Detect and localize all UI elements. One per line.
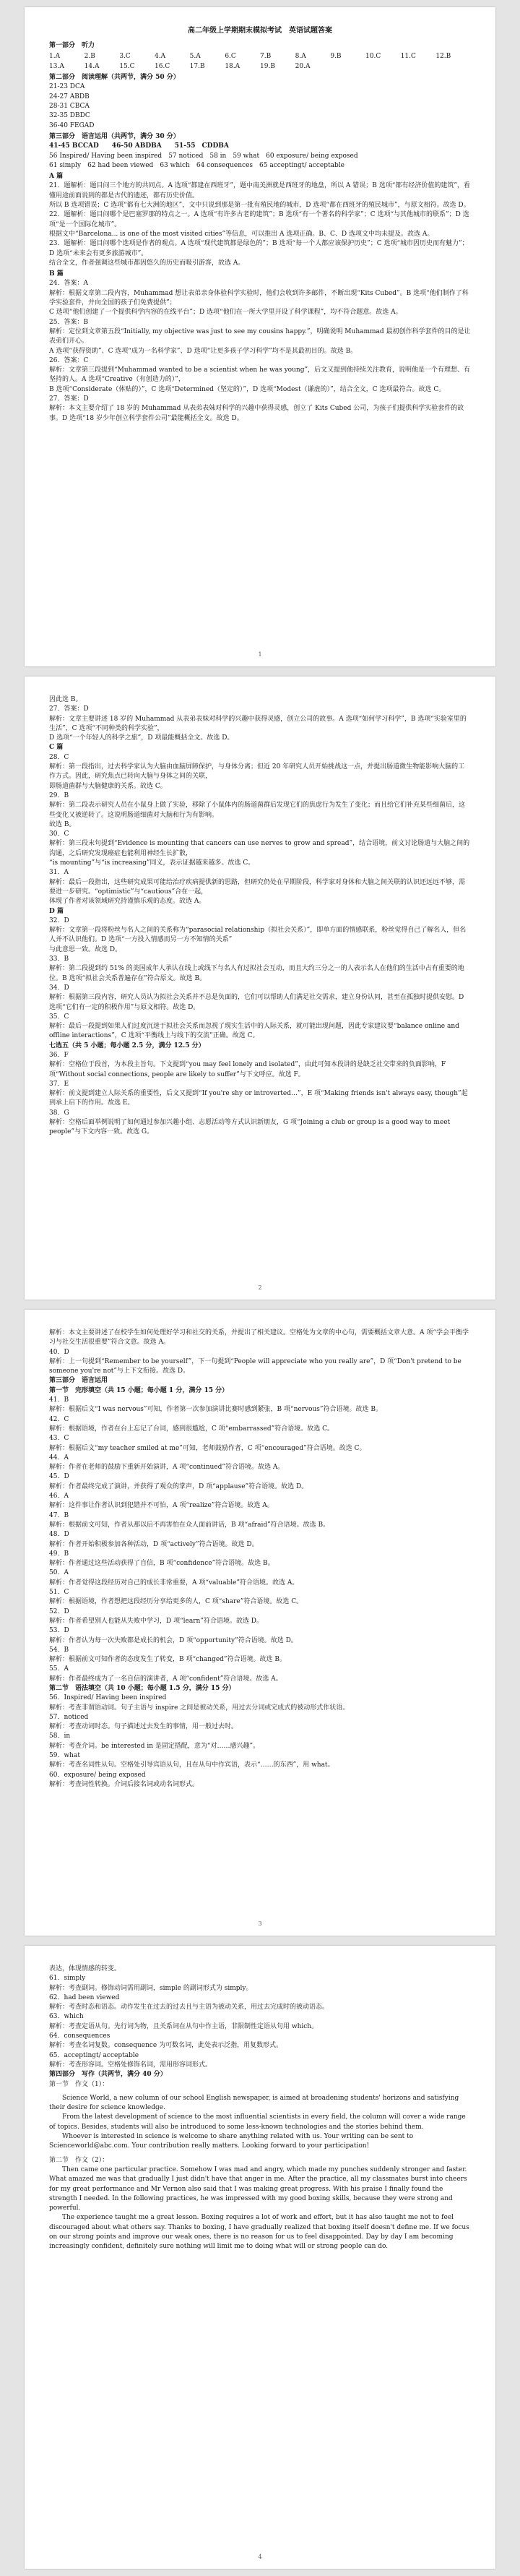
explanation-line: 解析：空格位于段首，为本段主旨句。下文提到“you may feel lonely and isolated”，由此可知本段讲的是缺乏社交带来的负面影响，F 项“Without social connections, people are likely to suffer”与下文呼应。故选 F。 <box>49 1061 446 1078</box>
explanation-line: 43．C <box>49 1435 69 1443</box>
explanation-line: 解析：空格后面举例说明了如何通过参加兴趣小组、志愿活动等方式认识新朋友，G 项“Joining a club or group is a good way to meet people”与下文内容一致。故选 G。 <box>49 1119 451 1136</box>
reading-answer-group: 36-40 FEGAD <box>49 121 95 129</box>
explanation-line: 40．D <box>49 1348 69 1356</box>
explanation-line: 56．Inspired/ Having been inspired <box>49 1694 167 1702</box>
explanation-line: 解析：文章主要讲述 18 岁的 Muhammad 从表弟表妹对科学的兴趣中获得灵感，创立公司的故事。A 选项“如何学习科学”，B 选项“实验室里的生活”，C 选项“不同种类的科学实验”， <box>49 715 467 732</box>
explanation-line: 解析：根据前文可知，作者从那以后不再害怕在众人面前讲话，B 项“afraid”符合语境。故选 B。 <box>49 1521 330 1529</box>
section-heading: D 篇 <box>49 907 64 915</box>
page-number: 3 <box>258 1920 262 1927</box>
explanation-line: 解析：作者认为每一次失败都是成长的机会，D 项“opportunity”符合语境。故选 D。 <box>49 1636 298 1644</box>
part2-heading: 第二部分 阅读理解（共两节，满分 50 分） <box>49 74 180 82</box>
section-heading: 七选五（共 5 小题；每小题 2.5 分，满分 12.5 分） <box>49 1042 205 1049</box>
essay2-paragraph: The experience taught me a great lesson. Boxing requires a lot of work and effort, but it has also taught me not to feel discouraged about what others say. Thanks to boxing, I have gradually realized that boxing itself doesn't define me. If we focus on our strong points and improve our weak ones, there is no reason for us to feel disappointed. Day by day I am becoming increasingly confident, definitely sure nothing will limit me to doing what will or strong people can do. <box>49 2214 469 2251</box>
essay1-paragraph: Science World, a new column of our school English newspaper, is aimed at broadening students' horizons and satisfying their desire for science knowledge. <box>49 2094 459 2112</box>
explanation-line: 第一节 作文（1）： <box>49 2080 109 2088</box>
section-b-heading: B 篇 <box>49 270 64 278</box>
explanation-line: 解析：作者最终成为了一名自信的演讲者，A 项“confident”符合语境。故选 A。 <box>49 1675 282 1683</box>
explanation-line: 54．B <box>49 1646 69 1654</box>
explanation-line: 27．答案：D <box>49 705 89 713</box>
explanation-line: 解析：最后一段提到如果人们过度沉迷于拟社会关系而忽视了现实生活中的人际关系，就可能出现问题，因此专家建议要“balance online and offline interactions”，C 选项“平衡线上与线下的交流”正确。故选 C。 <box>49 1023 459 1040</box>
section-a-heading: A 篇 <box>49 173 64 181</box>
reading-answer-group: 28-31 CBCA <box>49 103 90 111</box>
answer-page-4 <box>25 1946 495 2569</box>
page-number: 1 <box>258 651 262 658</box>
explanation-line: 解析：作者觉得这段经历对自己的成长非常重要，A 项“valuable”符合语境。故选 A。 <box>49 1579 299 1587</box>
explanation-line: 解析：本文主要介绍了 18 岁的 Muhammad 从表弟表妹对科学的兴趣中获得灵感，创立了 Kits Cubed 公司，为孩子们提供科学实验套件的故事。D 选项“18 岁少年创立科学套件公司”最能概括全文。故选 D。 <box>49 405 464 422</box>
answer-page-1 <box>25 7 495 666</box>
explanation-line: 解析：文章第一段将粉丝与名人之间的关系称为“parasocial relationship（拟社会关系）”，即单方面的情感联系，粉丝觉得自己了解名人，但名人并不认识他们。D 选项“一方投入情感而另一方不知情的关系” <box>49 927 467 944</box>
explanation-line: 解析：考查定语从句。先行词为物，且关系词在从句中作主语，非限制性定语从句用 which。 <box>49 2022 318 2030</box>
answer-item: 3.C <box>119 52 131 60</box>
answer-item: 19.B <box>260 62 275 70</box>
section-heading: C 篇 <box>49 744 64 752</box>
explanation-line: 45．D <box>49 1473 69 1481</box>
explanation-line: “is mounting”与“is increasing”同义，表示证据越来越多。故选 C。 <box>49 859 255 867</box>
explanation-line: 24．答案：A <box>49 280 88 288</box>
section-heading: 第二节 语法填空（共 10 小题；每小题 1.5 分，满分 15 分） <box>49 1684 235 1692</box>
explanation-line: 38．G <box>49 1109 69 1117</box>
explanation-line: 34．D <box>49 984 69 992</box>
explanation-line: 与此意思一致。故选 D。 <box>49 945 122 953</box>
explanation-line: 体现了作者对该领域研究持谨慎乐观的态度。故选 A。 <box>49 898 206 906</box>
explanation-line: 解析：根据语境，作者在台上忘记了台词，感到很尴尬，C 项“embarrassed”符合语境。故选 C。 <box>49 1425 334 1433</box>
explanation-line: 解析：作者开始积极参加各种活动，D 项“actively”符合语境。故选 D。 <box>49 1540 259 1548</box>
answer-item: 4.A <box>155 52 166 60</box>
explanation-line: 解析：文章第三段提到“Muhammad wanted to be a scientist when he was young”，后文又提到他持续关注教育，说明他是一个有理想、有坚持的人。A 选项“Creative（有创造力的）”， <box>49 366 471 384</box>
answer-item: 2.B <box>84 52 95 60</box>
explanation-line: 解析：第二段提到约 51% 的美国成年人承认在线上或线下与名人有过拟社会互动，而且大约三分之一的人表示名人在他们的生活中占有重要的地位。B 选项“拟社会关系普遍存在”符合原文。故选 B。 <box>49 965 464 982</box>
answer-item: 1.A <box>49 52 61 60</box>
explanation-line: 33．B <box>49 956 69 963</box>
explanation-line: 28．C <box>49 753 69 761</box>
answer-item: 10.C <box>365 52 381 60</box>
explanation-line: C 选项“他们创建了一个提供科学内容的在线平台”；D 选项“他们在一所大学里开设了科学课程”，均不符合题意。故选 A。 <box>49 309 402 317</box>
explanation-line: 解析：前文提到建立人际关系的重要性，后文又提到“If you're shy or introverted…”，E 项“Making friends isn't always easy, though”起到承上启下的作用。故选 E。 <box>49 1090 468 1107</box>
explanation-line: 解析：作者通过这些活动获得了自信，B 项“confidence”符合语境。故选 B。 <box>49 1560 274 1568</box>
explanation-line: 44．A <box>49 1454 69 1461</box>
explanation-line: B 选项“Considerate（体贴的）”，C 选项“Determined（坚定的）”，D 选项“Modest（谦虚的）”，结合全文，C 选项最符合。故选 C。 <box>49 385 446 393</box>
reading-answer-group: 32-35 DBDC <box>49 112 90 120</box>
part3-heading: 第三部分 语言运用（共两节，满分 30 分） <box>49 132 180 140</box>
explanation-line: 解析：考查非谓语动词。句子主语与 inspire 之间是被动关系，用过去分词或完成式的被动形式作状语。 <box>49 1704 350 1712</box>
explanation-line: 解析：第三段末句提到“Evidence is mounting that cancers can use nerves to grow and spread”，结合语境，前文讨论肠道与大脑之间的沟通，之后研究发现癌症也能利用神经生长扩散， <box>49 840 470 857</box>
section-heading: 第四部分 写作（共两节，满分 40 分） <box>49 2071 167 2079</box>
explanation-line: 30．C <box>49 830 69 838</box>
explanation-line: 解析：第二段表示研究人员在小鼠身上做了实验，移除了小鼠体内的肠道菌群后发现它们的焦虑行为发生了变化；而且给它们补充某些细菌后，这些变化又被逆转了。这说明肠道细菌对大脑和行为有影响。 <box>49 802 466 819</box>
explanation-line: 解析：根据前文可知作者的态度发生了转变，B 项“changed”符合语境。故选 B。 <box>49 1656 287 1664</box>
reading-answer-group: 21-23 DCA <box>49 83 85 91</box>
explanation-line: 63．which <box>49 2013 84 2021</box>
explanation-line: 64．consequences <box>49 2032 110 2040</box>
explanation-line: 52．D <box>49 1607 69 1615</box>
answer-page-3 <box>25 1310 495 1936</box>
explanation-line: 59．what <box>49 1752 80 1760</box>
explanation-line: 58．in <box>49 1733 71 1740</box>
section-heading: 第一节 完形填空（共 15 小题；每小题 1 分，满分 15 分） <box>49 1386 229 1394</box>
answer-page-2 <box>25 677 495 1300</box>
explanation-line: 29．B <box>49 791 69 799</box>
explanation-line: 解析：考查介词。be interested in 是固定搭配，意为“对……感兴趣”。 <box>49 1742 260 1750</box>
explanation-line: 解析：最后一段指出，这些研究成果可能给治疗疾病提供新的思路，但研究仍处在早期阶段，科学家对身体和大脑之间关联的认识还远远不够，需要进一步研究。“optimistic”与“cautious”合在一起， <box>49 878 466 896</box>
explanation-line: 62．had been viewed <box>49 1993 120 2001</box>
explanation-line: 解析：定位到文章第五段“Initially, my objective was just to see my cousins happy.”，明确说明 Muhammad 最初创作科学套件的目的是让表弟们开心。 <box>49 327 471 345</box>
answer-item: 16.C <box>155 62 170 70</box>
explanation-line: 根据文中“Barcelona... is one of the most visited cities”等信息，可以推出 A 选项正确。B、C、D 选项文中均未提及。故选 A。 <box>49 230 434 238</box>
document-title: 高二年级上学期期末模拟考试 英语试题答案 <box>188 27 332 35</box>
explanation-line: 22．题解析：题目问哪个是巴塞罗那的特点之一。A 选项“有许多古老的建筑”；B 选项“有一个著名的科学家”；C 选项“与其他城市的联系”；D 选项“是一个国际化城市”。 <box>49 211 469 228</box>
explanation-line: 36．F <box>49 1051 69 1059</box>
explanation-line: 解析：作者希望别人也能从失败中学习，D 项“learn”符合语境。故选 D。 <box>49 1617 264 1625</box>
listening-answers-row2 <box>49 62 471 72</box>
answer-item: 8.A <box>295 52 306 60</box>
explanation-line: 57．noticed <box>49 1713 89 1721</box>
answer-item: 17.B <box>189 62 205 70</box>
answer-item: 14.A <box>84 62 100 70</box>
essay2-heading: 第二节 作文（2）： <box>49 2156 109 2164</box>
explanation-line: 42．C <box>49 1415 69 1423</box>
explanation-line: 所以 B 选项错误；C 选项“都有七大洲的地区”，文中只说到那是第一批有殖民地的城市，D 选项“都在西班牙的殖民城市”，与原文相符。故选 D。 <box>49 202 470 210</box>
explanation-line: 解析：这件事让作者认识到犯错并不可怕，A 项“realize”符合语境。故选 A。 <box>49 1502 274 1510</box>
explanation-line: 25．答案：B <box>49 318 89 326</box>
explanation-line: 解析：考查动词时态。句子描述过去发生的事情，用一般过去时。 <box>49 1723 238 1731</box>
grammar-fill-answers: 61 simply 62 had been viewed 63 which 64 consequences 65 acceptingt/ acceptable <box>49 161 344 169</box>
essay1-paragraph: Whoever is interested in science is welcome to share anything related with us. Your writing can be sent to Scienceworld@abc.com. Your contribution really matters. Looking forward to your participation! <box>49 2133 414 2150</box>
explanation-line: 35．C <box>49 1013 69 1021</box>
part1-heading: 第一部分 听力 <box>49 42 95 50</box>
answer-item: 9.B <box>330 52 342 60</box>
explanation-line: 解析：根据文章第二段内容，Muhammad 想让表弟亲身体验科学实验时，他们会收到许多邮件，不断出现“Kits Cubed”。B 选项“他们制作了科学实验套件，并向全国的孩子们免费提供”； <box>49 289 469 307</box>
explanation-line: 解析：考查形容词。空格处修饰名词，需用形容词形式。 <box>49 2061 212 2069</box>
answer-item: 6.C <box>225 52 236 60</box>
answer-item: 18.A <box>225 62 240 70</box>
explanation-line: 解析：根据第三段内容，研究人员认为拟社会关系并不总是负面的，它们可以帮助人们满足社交需求，建立身份认同，甚至在孤独时提供安慰。D 选项“它们有一定的积极作用”与原文相符。故选 D。 <box>49 994 464 1011</box>
explanation-line: 53．D <box>49 1627 69 1635</box>
explanation-line: 60．exposure/ being exposed <box>49 1771 146 1779</box>
explanation-line: 31．A <box>49 869 69 877</box>
section-heading: 第三部分 语言运用 <box>49 1377 108 1385</box>
explanation-line: 故选 B。 <box>49 820 76 828</box>
explanation-line: 47．B <box>49 1511 69 1519</box>
explanation-line: 26．答案：C <box>49 356 89 364</box>
explanation-line: 21．题解析：题目问三个地方的共同点。A 选项“都建在西班牙”，题中南美洲就是西班牙的地盘，所以 A 错误；B 选项“都有经济价值的建筑”，看懂用途前面说到的都是古代的遗迹，都有历史价值。 <box>49 182 470 199</box>
explanation-line: 解析：根据后文“I was nervous”可知，作者第一次参加演讲比赛时感到紧张，B 项“nervous”符合语境。故选 B。 <box>49 1406 383 1414</box>
explanation-line: 解析：考查时态和语态。动作发生在过去的过去且与主语为被动关系，用过去完成时的被动语态。 <box>49 2004 329 2012</box>
answer-item: 5.A <box>189 52 201 60</box>
explanation-line: A 选项“获得资助”、C 选项“成为一名科学家”、D 选项“让更多孩子学习科学”均不是其最初目的。故选 B。 <box>49 347 358 355</box>
explanation-line: 65．acceptingt/ acceptable <box>49 2051 139 2059</box>
explanation-line: 解析：作者最终完成了演讲，并获得了观众的掌声，D 项“applause”符合语境。故选 D。 <box>49 1482 308 1490</box>
explanation-line: 解析：上一句提到“Remember to be yourself”，下一句提到“People will appreciate who you really are”，D 项“Don't pretend to be someone you're not”与上下文衔接。故选 D。 <box>49 1357 462 1375</box>
explanation-line: 27．答案：D <box>49 395 89 403</box>
explanation-line: 49．B <box>49 1550 69 1558</box>
reading-answer-group: 24-27 ABDB <box>49 93 90 100</box>
explanation-line: D 选项“一个年轻人的科学之旅”，D 项最能概括全文。故选 D。 <box>49 734 234 742</box>
explanation-line: 50．A <box>49 1569 69 1577</box>
explanation-line: 46．A <box>49 1493 69 1500</box>
explanation-line: 解析：考查词性转换。介词后接名词或动名词形式。 <box>49 1780 199 1788</box>
explanation-line: 结合全文，作者强调这些城市都因悠久的历史而吸引游客，故选 A。 <box>49 259 245 267</box>
answer-item: 13.A <box>49 62 64 70</box>
answer-item: 15.C <box>119 62 135 70</box>
essay2-paragraph: Then came one particular practice. Somehow I was mad and angry, which made my punches suddenly stronger and faster. What amazed me was that gradually I just didn't have that anger in me. After the practice, all my classmates burst into cheers for my great performance and Mr Vernon also said that I was making great progress. With his praise I finally found the strength I needed. In the following practices, he was impressed with my good boxing skills, because they were strong and powerful. <box>49 2165 467 2212</box>
answer-item: 20.A <box>295 62 311 70</box>
explanation-line: 解析：考查名词复数。consequence 为可数名词，此处表示泛指，用复数形式。 <box>49 2042 283 2050</box>
explanation-line: 解析：第一段指出，过去科学家认为大脑由血脑屏障保护，与身体分离；但近 20 年研究人员开始挑战这一点，并提出肠道微生物能影响大脑的工作方式。因此，研究焦点已转向大脑与身体之间的关联， <box>49 763 465 781</box>
explanation-line: 32．D <box>49 916 69 924</box>
explanation-line: 解析：作者在老师的鼓励下重新开始演讲，A 项“continued”符合语境。故选 A。 <box>49 1464 285 1472</box>
answer-item: 11.C <box>400 52 416 60</box>
explanation-line: 51．C <box>49 1589 69 1597</box>
cloze-answers: 41-45 BCCAD 46-50 ABDBA 51-55 CDDBA <box>49 142 229 150</box>
answer-item: 12.B <box>436 52 451 60</box>
explanation-line: 表达，体现情感的转变。 <box>49 1965 121 1972</box>
explanation-line: 解析：本文主要讲述了在校学生如何处理好学习和社交的关系，并提出了相关建议。空格处为文章的中心句，需要概括文章大意。A 项“学会平衡学习与社交生活很重要”符合文意。故选 A。 <box>49 1329 469 1347</box>
explanation-line: 48．D <box>49 1531 69 1539</box>
explanation-line: 解析：根据后文“my teacher smiled at me”可知，老师鼓励作者，C 项“encouraged”符合语境。故选 C。 <box>49 1444 366 1452</box>
explanation-line: 因此选 B。 <box>49 696 82 703</box>
explanation-line: 23．题解析：题目问哪个选项是作者的观点。A 选项“现代建筑都是绿色的”；B 选项“每一个人都应该保护历史”；C 选项“城市因历史而有魅力”；D 选项“未来会有更多旅游城市”。 <box>49 240 469 257</box>
explanation-line: 61．simply <box>49 1975 86 1983</box>
explanation-line: 解析：考查副词。修饰动词需用副词，simple 的副词形式为 simply。 <box>49 1984 253 1992</box>
page-number: 2 <box>258 1284 262 1291</box>
explanation-line: 解析：考查名词性从句。空格处引导宾语从句，且在从句中作宾语，表示“……的东西”，用 what。 <box>49 1761 334 1769</box>
page-number: 4 <box>258 2553 262 2560</box>
explanation-line: 即肠道菌群与大脑健康的关系。故选 C。 <box>49 782 167 790</box>
answer-item: 7.B <box>260 52 272 60</box>
essay1-paragraph: From the latest development of science to the most influential scientists in every field, the column will cover a wide range of topics. Besides, students will also be introduced to some less-known technologies and the stories behind them. <box>49 2113 466 2131</box>
grammar-fill-answers: 56 Inspired/ Having been inspired 57 noticed 58 in 59 what 60 exposure/ being exposed <box>49 152 358 160</box>
explanation-line: 55．A <box>49 1665 69 1673</box>
explanation-line: 41．B <box>49 1396 69 1404</box>
explanation-line: 解析：根据语境，作者想把这段经历分享给更多的人，C 项“share”符合语境。故选 C。 <box>49 1598 303 1606</box>
explanation-line: 37．E <box>49 1080 69 1088</box>
listening-answers-row1 <box>49 52 471 61</box>
